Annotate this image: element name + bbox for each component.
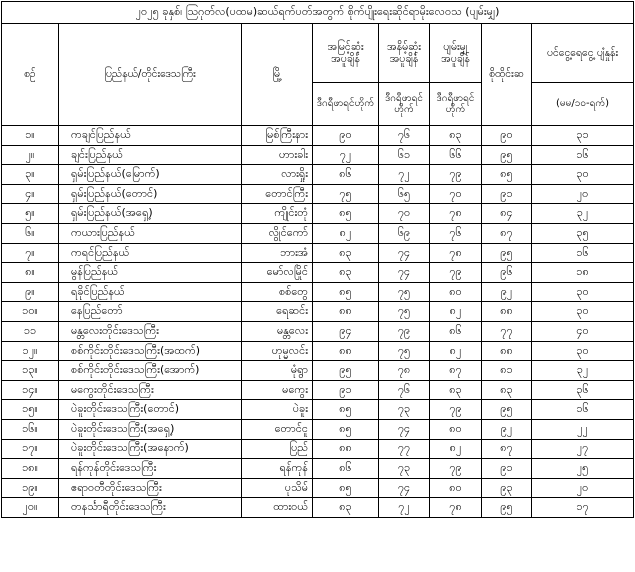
region-cell: စစ်ကိုင်းတိုင်းဒေသကြီး(အထက်) xyxy=(59,341,242,361)
min-temp-cell: ၆၉ xyxy=(379,223,430,243)
table-row xyxy=(2,126,634,146)
min-temp-cell: ၇၅ xyxy=(379,282,430,302)
town-cell: စစ်တွေ xyxy=(242,282,313,302)
header-max-temp: အမြင့်ဆုံးအပူချိန် xyxy=(313,24,379,83)
table-row xyxy=(2,361,634,381)
avg-temp-cell: ၈၀ xyxy=(430,282,482,302)
table-row xyxy=(2,302,634,322)
town-cell: ပဲခူး xyxy=(242,400,313,420)
min-temp-cell: ၇၇ xyxy=(379,439,430,459)
max-temp-cell: ၈၈ xyxy=(313,439,379,459)
town-cell: ထားဝယ် xyxy=(242,498,313,518)
table-title: ၂၀၂၅ ခုနှစ်၊ ဩဂုတ်လ(ပထမ)ဆယ်ရက်ပတ်အတွက် စိုက်ပျိုးရေးဆိုင်ရာမိုးလေဝသ (ပျမ်းမျှ) xyxy=(2,2,634,24)
town-cell: ရေဆင်း xyxy=(242,302,313,322)
town-cell: ဟုမ္မလင်း xyxy=(242,341,313,361)
min-temp-cell: ၇၅ xyxy=(379,341,430,361)
max-temp-cell: ၇၂ xyxy=(313,145,379,165)
max-temp-cell: ၉၅ xyxy=(313,361,379,381)
row-number: ၁၉။ xyxy=(2,478,59,498)
table-row xyxy=(2,184,634,204)
humidity-cell: ၈၅ xyxy=(482,165,532,185)
humidity-cell: ၉၀ xyxy=(482,126,532,146)
row-number: ၆။ xyxy=(2,223,59,243)
row-number: ၂၀။ xyxy=(2,498,59,518)
avg-temp-cell: ၈၀ xyxy=(430,478,482,498)
town-cell: လွိုင်ကော် xyxy=(242,223,313,243)
rainfall-cell: ၃၂ xyxy=(532,204,634,224)
row-number: ၄။ xyxy=(2,184,59,204)
town-cell: တောင်ငူ xyxy=(242,419,313,439)
avg-temp-cell: ၇၉ xyxy=(430,263,482,283)
max-temp-cell: ၈၃ xyxy=(313,243,379,263)
rainfall-cell: ၃၀ xyxy=(532,165,634,185)
rainfall-cell: ၃၀ xyxy=(532,341,634,361)
rainfall-cell: ၃၁ xyxy=(532,126,634,146)
max-temp-cell: ၈၃ xyxy=(313,263,379,283)
humidity-cell: ၈၈ xyxy=(482,302,532,322)
row-number: ၁၆။ xyxy=(2,419,59,439)
min-temp-cell: ၆၅ xyxy=(379,184,430,204)
min-temp-cell: ၇၃ xyxy=(379,400,430,420)
row-number: ၁၇။ xyxy=(2,439,59,459)
avg-temp-cell: ၈၃ xyxy=(430,126,482,146)
humidity-cell: ၉၆ xyxy=(482,263,532,283)
row-number: ၉။ xyxy=(2,282,59,302)
table-row xyxy=(2,145,634,165)
row-number: ၁၂။ xyxy=(2,341,59,361)
rainfall-cell: ၁၆ xyxy=(532,400,634,420)
max-temp-cell: ၈၅ xyxy=(313,204,379,224)
header-town: မြို့ xyxy=(242,24,313,126)
humidity-cell: ၈၃ xyxy=(482,380,532,400)
header-no: စဉ် xyxy=(2,24,59,126)
region-cell: မွန်ပြည်နယ် xyxy=(59,263,242,283)
table-row xyxy=(2,263,634,283)
rainfall-cell: ၃၂ xyxy=(532,361,634,381)
town-cell: မကွေး xyxy=(242,380,313,400)
header-region: ပြည်နယ်/တိုင်းဒေသကြီး xyxy=(59,24,242,126)
min-temp-cell: ၇၆ xyxy=(379,380,430,400)
row-number: ၅။ xyxy=(2,204,59,224)
header-rainfall: ပင်ငွေ့ရေငွေ့ ပျံနှုန်း xyxy=(532,24,634,83)
table-row xyxy=(2,419,634,439)
max-temp-cell: ၉၁ xyxy=(313,380,379,400)
row-number: ၇။ xyxy=(2,243,59,263)
rainfall-cell: ၁၈ xyxy=(532,263,634,283)
avg-temp-cell: ၇၉ xyxy=(430,400,482,420)
table-row xyxy=(2,282,634,302)
town-cell: လားရှိုး xyxy=(242,165,313,185)
region-cell: စစ်ကိုင်းတိုင်းဒေသကြီး(အောက်) xyxy=(59,361,242,381)
region-cell: ဧရာဝတီတိုင်းဒေသကြီး xyxy=(59,478,242,498)
table-row xyxy=(2,459,634,479)
region-cell: ရှမ်းပြည်နယ်(အရှေ့) xyxy=(59,204,242,224)
min-temp-cell: ၇၄ xyxy=(379,478,430,498)
row-number: ၁၃။ xyxy=(2,361,59,381)
humidity-cell: ၉၅ xyxy=(482,243,532,263)
avg-temp-cell: ၈၀ xyxy=(430,419,482,439)
table-row xyxy=(2,380,634,400)
humidity-cell: ၉၅ xyxy=(482,498,532,518)
row-number: ၈။ xyxy=(2,263,59,283)
max-temp-cell: ၈၅ xyxy=(313,478,379,498)
max-temp-cell: ၇၅ xyxy=(313,184,379,204)
table-row xyxy=(2,341,634,361)
region-cell: ရန်ကုန်တိုင်းဒေသကြီး xyxy=(59,459,242,479)
table-body xyxy=(2,126,634,518)
region-cell: နေပြည်တော် xyxy=(59,302,242,322)
unit-min-temp: ဒီဂရီဖာရင် ဟိုက် xyxy=(379,83,430,126)
weather-table xyxy=(1,1,634,518)
table-row xyxy=(2,243,634,263)
avg-temp-cell: ၇၉ xyxy=(430,165,482,185)
avg-temp-cell: ၈၂ xyxy=(430,439,482,459)
table-row xyxy=(2,498,634,518)
rainfall-cell: ၃၆ xyxy=(532,380,634,400)
unit-rainfall: (မမ/၁၀-ရက်) xyxy=(532,83,634,126)
min-temp-cell: ၇၃ xyxy=(379,459,430,479)
rainfall-cell: ၂၀ xyxy=(532,184,634,204)
rainfall-cell: ၂၀ xyxy=(532,478,634,498)
unit-avg-temp: ဒီဂရီဖာရင် ဟိုက် xyxy=(430,83,482,126)
avg-temp-cell: ၇၆ xyxy=(430,223,482,243)
min-temp-cell: ၇၄ xyxy=(379,263,430,283)
table-row xyxy=(2,165,634,185)
humidity-cell: ၉၅ xyxy=(482,400,532,420)
min-temp-cell: ၇၆ xyxy=(379,126,430,146)
town-cell: ရန်ကုန် xyxy=(242,459,313,479)
avg-temp-cell: ၈၇ xyxy=(430,361,482,381)
table-row xyxy=(2,223,634,243)
town-cell: ပုသိမ် xyxy=(242,478,313,498)
max-temp-cell: ၈၂ xyxy=(313,223,379,243)
humidity-cell: ၉၅ xyxy=(482,145,532,165)
region-cell: တနင်္သာရီတိုင်းဒေသကြီး xyxy=(59,498,242,518)
town-cell: ကျိုင်းတုံ xyxy=(242,204,313,224)
town-cell: ဘားအံ xyxy=(242,243,313,263)
row-number: ၁၁ xyxy=(2,321,59,341)
rainfall-cell: ၁၆ xyxy=(532,243,634,263)
town-cell: ပြည် xyxy=(242,439,313,459)
min-temp-cell: ၆၁ xyxy=(379,145,430,165)
max-temp-cell: ၈၈ xyxy=(313,341,379,361)
region-cell: ရခိုင်ပြည်နယ် xyxy=(59,282,242,302)
town-cell: မော်လမြိုင် xyxy=(242,263,313,283)
min-temp-cell: ၇၄ xyxy=(379,243,430,263)
rainfall-cell: ၂၅ xyxy=(532,459,634,479)
humidity-cell: ၈၇ xyxy=(482,439,532,459)
humidity-cell: ၉၂ xyxy=(482,419,532,439)
humidity-cell: ၉၃ xyxy=(482,478,532,498)
header-min-temp: အနိမ့်ဆုံးအပူချိန် xyxy=(379,24,430,83)
max-temp-cell: ၉၄ xyxy=(313,321,379,341)
avg-temp-cell: ၈၂ xyxy=(430,341,482,361)
humidity-cell: ၉၁ xyxy=(482,184,532,204)
avg-temp-cell: ၈၃ xyxy=(430,380,482,400)
rainfall-cell: ၃၀ xyxy=(532,282,634,302)
town-cell: တောင်ကြီး xyxy=(242,184,313,204)
avg-temp-cell: ၇၈ xyxy=(430,243,482,263)
row-number: ၃။ xyxy=(2,165,59,185)
humidity-cell: ၇၇ xyxy=(482,321,532,341)
rainfall-cell: ၁၇ xyxy=(532,498,634,518)
min-temp-cell: ၇၀ xyxy=(379,204,430,224)
region-cell: ကချင်ပြည်နယ် xyxy=(59,126,242,146)
min-temp-cell: ၇၅ xyxy=(379,302,430,322)
rainfall-cell: ၂၇ xyxy=(532,439,634,459)
region-cell: ရှမ်းပြည်နယ်(မြောက်) xyxy=(59,165,242,185)
humidity-cell: ၈၄ xyxy=(482,204,532,224)
min-temp-cell: ၇၂ xyxy=(379,498,430,518)
humidity-cell: ၉၁ xyxy=(482,459,532,479)
table-row xyxy=(2,478,634,498)
region-cell: ကယားပြည်နယ် xyxy=(59,223,242,243)
rainfall-cell: ၄၀ xyxy=(532,321,634,341)
town-cell: မန္တလေး xyxy=(242,321,313,341)
region-cell: ကရင်ပြည်နယ် xyxy=(59,243,242,263)
avg-temp-cell: ၈၂ xyxy=(430,302,482,322)
avg-temp-cell: ၇၉ xyxy=(430,459,482,479)
town-cell: မြစ်ကြီးနား xyxy=(242,126,313,146)
row-number: ၂။ xyxy=(2,145,59,165)
table-row xyxy=(2,439,634,459)
header-humidity: စိုထိုင်းဆ xyxy=(482,24,532,126)
min-temp-cell: ၇၂ xyxy=(379,165,430,185)
humidity-cell: ၈၈ xyxy=(482,341,532,361)
table-row xyxy=(2,204,634,224)
row-number: ၁၀။ xyxy=(2,302,59,322)
max-temp-cell: ၉၀ xyxy=(313,126,379,146)
table-row xyxy=(2,321,634,341)
town-cell: ဟားခါး xyxy=(242,145,313,165)
row-number: ၁။ xyxy=(2,126,59,146)
region-cell: ပဲခူးတိုင်းဒေသကြီး(အနောက်) xyxy=(59,439,242,459)
avg-temp-cell: ၇၀ xyxy=(430,184,482,204)
region-cell: ပဲခူးတိုင်းဒေသကြီး(အရှေ့) xyxy=(59,419,242,439)
humidity-cell: ၉၂ xyxy=(482,282,532,302)
max-temp-cell: ၈၅ xyxy=(313,282,379,302)
table-row xyxy=(2,400,634,420)
row-number: ၁၈။ xyxy=(2,459,59,479)
min-temp-cell: ၇၈ xyxy=(379,361,430,381)
max-temp-cell: ၈၈ xyxy=(313,302,379,322)
region-cell: ချင်းပြည်နယ် xyxy=(59,145,242,165)
max-temp-cell: ၈၃ xyxy=(313,498,379,518)
humidity-cell: ၈၁ xyxy=(482,361,532,381)
humidity-cell: ၈၇ xyxy=(482,223,532,243)
region-cell: မကွေးတိုင်းဒေသကြီး xyxy=(59,380,242,400)
max-temp-cell: ၈၆ xyxy=(313,165,379,185)
avg-temp-cell: ၇၈ xyxy=(430,204,482,224)
avg-temp-cell: ၈၆ xyxy=(430,321,482,341)
min-temp-cell: ၇၉ xyxy=(379,321,430,341)
avg-temp-cell: ၇၈ xyxy=(430,498,482,518)
region-cell: ပဲခူးတိုင်းဒေသကြီး(တောင်) xyxy=(59,400,242,420)
region-cell: မန္တလေးတိုင်းဒေသကြီး xyxy=(59,321,242,341)
max-temp-cell: ၈၅ xyxy=(313,419,379,439)
row-number: ၁၅။ xyxy=(2,400,59,420)
rainfall-cell: ၃၀ xyxy=(532,302,634,322)
max-temp-cell: ၈၅ xyxy=(313,400,379,420)
region-cell: ရှမ်းပြည်နယ်(တောင်) xyxy=(59,184,242,204)
header-avg-temp: ပျမ်းမျှအပူချိန် xyxy=(430,24,482,83)
rainfall-cell: ၂၂ xyxy=(532,419,634,439)
rainfall-cell: ၁၆ xyxy=(532,145,634,165)
max-temp-cell: ၈၆ xyxy=(313,459,379,479)
unit-max-temp: ဒီဂရီဖာရင်ဟိုက် xyxy=(313,83,379,126)
town-cell: မုံရွာ xyxy=(242,361,313,381)
avg-temp-cell: ၆၆ xyxy=(430,145,482,165)
row-number: ၁၄။ xyxy=(2,380,59,400)
rainfall-cell: ၃၅ xyxy=(532,223,634,243)
min-temp-cell: ၇၄ xyxy=(379,419,430,439)
